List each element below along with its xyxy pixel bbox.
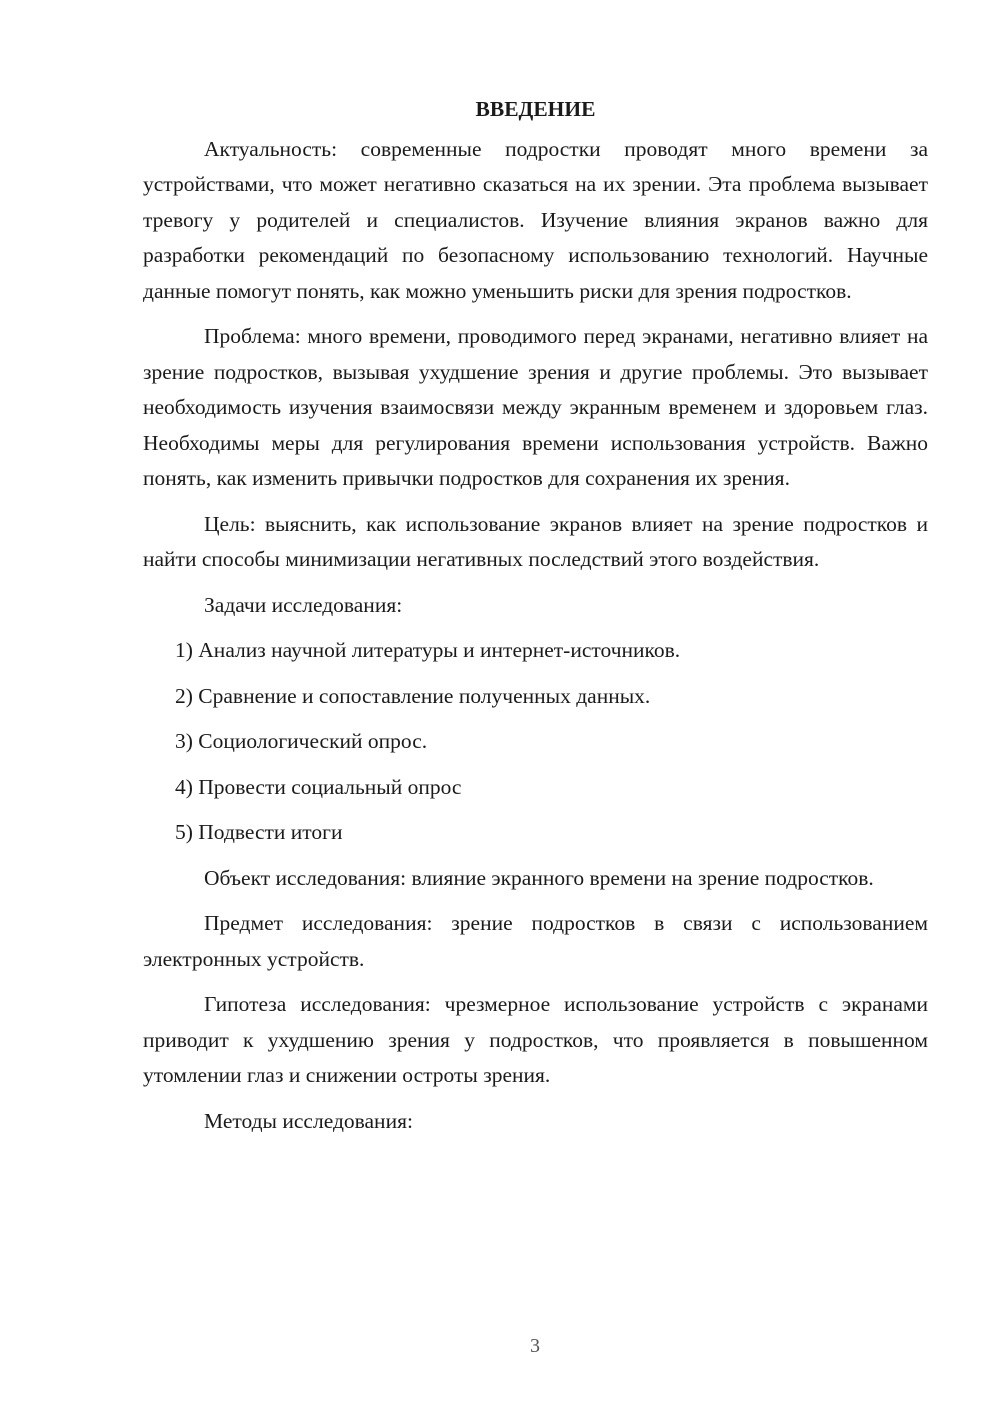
- section-heading: ВВЕДЕНИЕ: [475, 97, 596, 121]
- tasks-list: [143, 633, 928, 851]
- task-item: 5) Подвести итоги: [175, 820, 343, 844]
- task-item: 3) Социологический опрос.: [175, 729, 428, 753]
- page-content: [143, 92, 928, 1149]
- task-item: 2) Сравнение и сопоставление полученных данных.: [175, 683, 651, 708]
- tasks-title: Задачи исследования:: [204, 592, 403, 617]
- methods-title: Методы исследования:: [204, 1108, 413, 1133]
- relevance-paragraph: Актуальность: современные подростки проводят много времени за устройствами, что может негативно сказаться на их зрении. Эта проблема вызывает тревогу у родителей и специалистов. Изучение влияния экранов важно для разработки рекомендаций по безопасному использованию технологий. Научные данные помогут понять, как можно уменьшить риски для зрения подростков.: [143, 136, 928, 303]
- problem-paragraph: Проблема: много времени, проводимого перед экранами, негативно влияет на зрение подростков, вызывая ухудшение зрения и другие проблемы. Это вызывает необходимость изучения взаимосвязи между экранным временем и здоровьем глаз. Необходимы меры для регулирования времени использования устройств. Важно понять, как изменить привычки подростков для сохранения их зрения.: [143, 324, 928, 490]
- subject-paragraph: Предмет исследования: зрение подростков в связи с использованием электронных устройств.: [143, 911, 928, 971]
- page-number: 3: [530, 1335, 540, 1357]
- task-item: 1) Анализ научной литературы и интернет-источников.: [175, 638, 681, 662]
- object-paragraph: Объект исследования: влияние экранного времени на зрение подростков.: [204, 865, 874, 890]
- goal-paragraph: Цель: выяснить, как использование экранов влияет на зрение подростков и найти способы минимизации негативных последствий этого воздействия.: [143, 511, 928, 571]
- hypothesis-paragraph: Гипотеза исследования: чрезмерное использование устройств с экранами приводит к ухудшению зрения у подростков, что проявляется в повышенном утомлении глаз и снижении остроты зрения.: [143, 992, 928, 1087]
- task-item: 4) Провести социальный опрос: [175, 774, 462, 799]
